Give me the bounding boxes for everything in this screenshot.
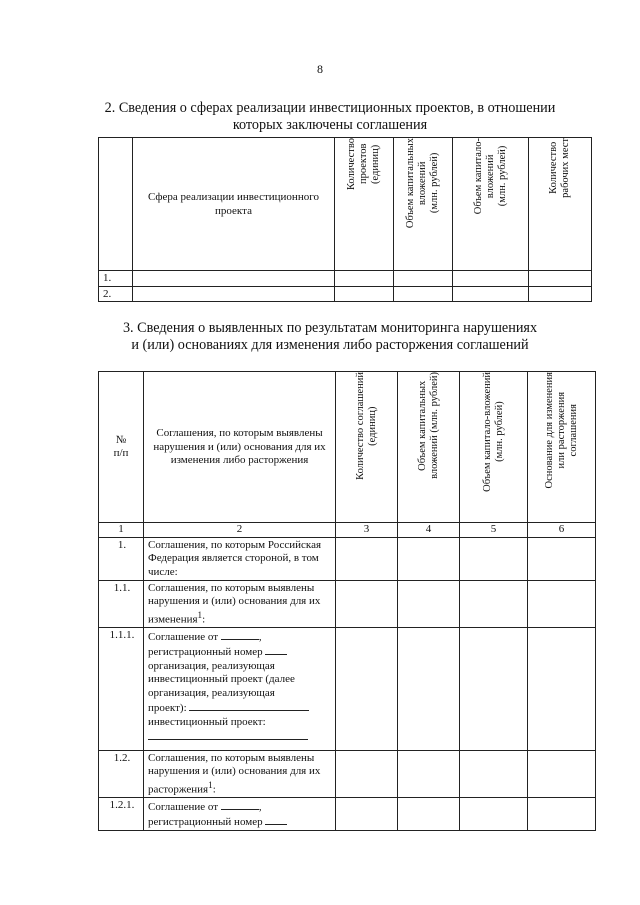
table-cell	[460, 580, 528, 627]
table-cell	[528, 797, 596, 830]
violations-table	[98, 371, 596, 831]
column-number: 4	[398, 523, 460, 538]
table-cell	[460, 750, 528, 797]
table-cell	[453, 286, 529, 302]
spheres-header-jobs-text: Количество рабочих мест	[548, 138, 571, 198]
violations-header-count	[336, 372, 398, 523]
investment-project-blank	[148, 729, 308, 740]
spheres-header-capital	[394, 138, 453, 271]
table-row	[99, 537, 596, 580]
table-cell	[398, 750, 460, 797]
date-blank	[221, 629, 259, 640]
section-2-heading	[90, 100, 570, 134]
footnote-marker: 1	[208, 779, 213, 790]
registration-number-label: регистрационный номер	[148, 646, 263, 659]
table-cell	[336, 750, 398, 797]
section-2-heading-line-2: которых заключены соглашения	[232, 117, 428, 133]
footnote-marker: 1	[197, 609, 203, 620]
agreement-date-label: Соглашение от	[148, 630, 219, 643]
table-cell	[133, 286, 335, 302]
table-cell	[335, 271, 394, 287]
table-cell	[529, 271, 592, 287]
comma: ,	[258, 800, 262, 813]
agreement-date-label: Соглашение от	[148, 800, 219, 813]
row-number: 1.1.1.	[99, 627, 144, 750]
registration-number-blank	[265, 644, 287, 655]
violations-header-capital-investment	[460, 372, 528, 523]
violations-header-capital-investment-text: Объем капитало-вложений (млн. рублей)	[481, 372, 505, 492]
violations-table-header-row	[99, 372, 596, 523]
table-cell	[528, 627, 596, 750]
row-text-tail: :	[212, 783, 216, 796]
table-cell	[336, 537, 398, 580]
registration-number-blank	[265, 814, 287, 825]
row-text-tail: :	[202, 613, 206, 626]
spheres-header-count-text: Количество проектов (единиц)	[346, 138, 381, 191]
table-row	[99, 627, 596, 750]
table-cell	[133, 271, 335, 287]
investment-project-label: инвестиционный проект:	[148, 715, 266, 728]
section-3-heading-line-2: и (или) основаниях для изменения либо расторжения соглашений	[131, 337, 529, 353]
table-cell	[460, 627, 528, 750]
table-cell	[529, 286, 592, 302]
table-cell	[336, 627, 398, 750]
table-row	[99, 750, 596, 797]
row-number: 1.	[99, 537, 144, 580]
project-label: проект):	[148, 702, 187, 715]
spheres-table-header-row	[99, 138, 592, 271]
page-number: 8	[317, 62, 323, 76]
spheres-table	[98, 137, 592, 302]
violations-header-no: № п/п	[99, 372, 144, 523]
row-text-body: Соглашения, по которым выявлены нарушения и (или) основания для их изменения	[148, 581, 321, 626]
violations-header-count-text: Количество соглашений (единиц)	[354, 372, 378, 480]
table-cell	[453, 271, 529, 287]
spheres-header-blank	[99, 138, 133, 271]
column-number: 1	[99, 523, 144, 538]
table-cell	[460, 537, 528, 580]
column-number: 5	[460, 523, 528, 538]
violations-header-agreements: Соглашения, по которым выявлены нарушения и (или) основания для их изменения либо расторжения	[144, 372, 336, 523]
comma: ,	[258, 630, 262, 643]
section-2-heading-line-1: 2. Сведения о сферах реализации инвестиционных проектов, в отношении	[104, 100, 556, 116]
violations-header-capital	[398, 372, 460, 523]
table-cell	[398, 627, 460, 750]
date-blank	[221, 799, 259, 810]
section-3-heading-line-1: 3. Сведения о выявленных по результатам мониторинга нарушениях	[122, 320, 538, 336]
table-row	[99, 286, 592, 302]
agreement-form	[144, 627, 336, 750]
column-number: 3	[336, 523, 398, 538]
row-number: 1.1.	[99, 580, 144, 627]
column-numbers-row	[99, 523, 596, 538]
spheres-header-capital-investment-text: Объем капитало- вложений (млн. рублей)	[472, 138, 508, 215]
row-number: 1.2.1.	[99, 797, 144, 830]
row-number: 1.	[99, 271, 133, 287]
row-text-body: Соглашения, по которым выявлены нарушения и (или) основания для их расторжения	[148, 751, 321, 796]
row-number: 1.2.	[99, 750, 144, 797]
table-cell	[398, 537, 460, 580]
violations-header-capital-text: Объем капитальных вложений (млн. рублей)	[416, 372, 440, 479]
table-cell	[335, 286, 394, 302]
table-cell	[394, 286, 453, 302]
section-3-heading	[90, 320, 570, 354]
column-number: 6	[528, 523, 596, 538]
column-number: 2	[144, 523, 336, 538]
table-cell	[394, 271, 453, 287]
violations-header-basis-text: Основание для изменения или расторжения соглашения	[543, 372, 579, 489]
table-cell	[336, 797, 398, 830]
registration-number-label: регистрационный номер	[148, 816, 263, 829]
table-row	[99, 797, 596, 830]
row-text	[144, 750, 336, 797]
organization-label: организация, реализующая инвестиционный проект (далее организация, реализующая	[148, 659, 295, 699]
organization-blank	[189, 700, 309, 711]
violations-header-basis	[528, 372, 596, 523]
spheres-header-capital-investment	[453, 138, 529, 271]
table-cell	[398, 580, 460, 627]
table-row	[99, 580, 596, 627]
table-cell	[398, 797, 460, 830]
spheres-header-capital-text: Объем капитальных вложений (млн. рублей)	[405, 138, 440, 229]
table-cell	[528, 537, 596, 580]
table-row	[99, 271, 592, 287]
spheres-header-jobs	[529, 138, 592, 271]
row-number: 2.	[99, 286, 133, 302]
table-cell	[528, 750, 596, 797]
row-text	[144, 580, 336, 627]
spheres-header-sphere: Сфера реализации инвестиционного проекта	[133, 138, 335, 271]
table-cell	[460, 797, 528, 830]
spheres-header-count	[335, 138, 394, 271]
table-cell	[336, 580, 398, 627]
agreement-form	[144, 797, 336, 830]
row-text: Соглашения, по которым Российская Федерация является стороной, в том числе:	[144, 537, 336, 580]
table-cell	[528, 580, 596, 627]
